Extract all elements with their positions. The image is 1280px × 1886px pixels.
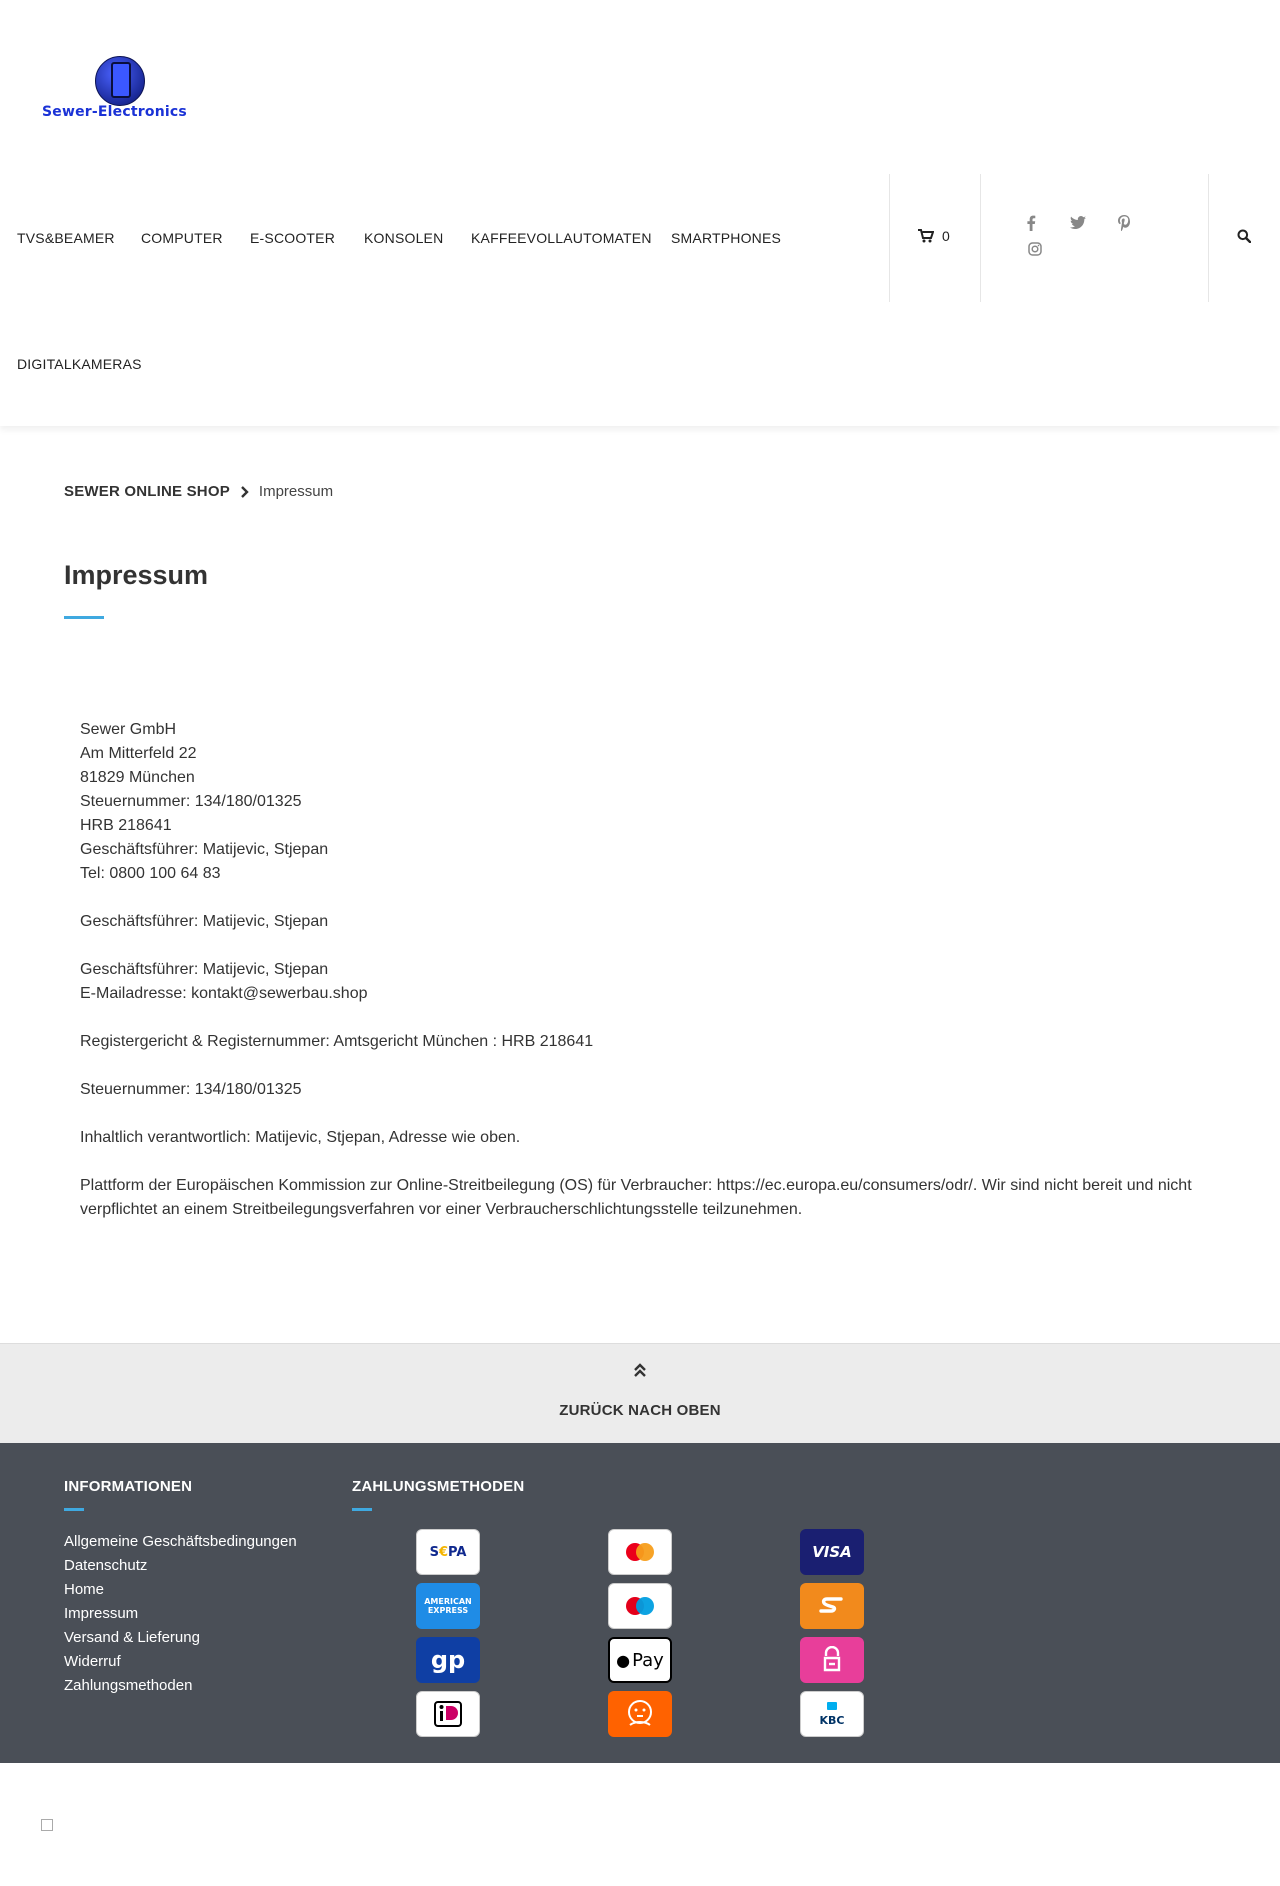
logo-text: Sewer-Electronics <box>42 104 187 120</box>
content-line: HRB 218641 <box>80 817 172 834</box>
footer-payment-heading: ZAHLUNGSMETHODEN <box>352 1478 525 1495</box>
sofort-icon <box>800 1583 864 1629</box>
nav-item-smartphones[interactable]: SMARTPHONES <box>671 230 782 246</box>
content-line: Registergericht & Registernummer: Amtsgericht München : HRB 218641 <box>80 1033 594 1050</box>
spacer <box>80 1054 1230 1078</box>
back-to-top-button[interactable] <box>0 1343 1280 1444</box>
footer-links <box>64 1530 297 1698</box>
header-divider <box>889 174 890 302</box>
spacer <box>80 1150 1230 1174</box>
instagram-icon[interactable] <box>1028 242 1042 261</box>
footer-link-datenschutz[interactable]: Datenschutz <box>64 1557 148 1574</box>
facebook-icon[interactable] <box>1026 215 1036 236</box>
header-divider <box>1208 174 1209 302</box>
footer-link-impressum[interactable]: Impressum <box>64 1605 139 1622</box>
content-line: Geschäftsführer: Matijevic, Stjepan <box>80 913 329 930</box>
apple-icon: ● <box>616 1650 631 1670</box>
twitter-icon[interactable] <box>1070 216 1086 235</box>
site-header <box>0 0 1280 426</box>
social-links <box>1020 215 1140 265</box>
logo-phone-icon <box>111 62 131 98</box>
breadcrumb <box>64 483 333 500</box>
double-chevron-up-icon <box>631 1362 649 1378</box>
spacer <box>80 886 1230 910</box>
cart-button[interactable] <box>918 228 950 244</box>
amex-line2: EXPRESS <box>427 1606 469 1615</box>
american-express-icon <box>416 1583 480 1629</box>
nav-item-kaffeevollautomaten[interactable]: KAFFEEVOLLAUTOMATEN <box>471 230 652 246</box>
apple-pay-label: Pay <box>632 1649 664 1671</box>
footer-link-home[interactable]: Home <box>64 1581 105 1598</box>
content-line: Steuernummer: 134/180/01325 <box>80 1081 302 1098</box>
breadcrumb-home[interactable]: SEWER ONLINE SHOP <box>64 483 230 500</box>
content-line: E-Mailadresse: kontakt@sewerbau.shop <box>80 985 368 1002</box>
content-line: Geschäftsführer: Matijevic, Stjepan <box>80 841 329 858</box>
nav-item-konsolen[interactable]: KONSOLEN <box>364 230 444 246</box>
footer-heading-underline <box>352 1508 372 1511</box>
content-line: Steuernummer: 134/180/01325 <box>80 793 302 810</box>
pinterest-icon[interactable] <box>1118 215 1130 236</box>
broken-image-icon <box>41 1819 53 1831</box>
apple-pay-icon <box>608 1637 672 1683</box>
cart-icon <box>918 229 934 243</box>
footer-link-widerruf[interactable]: Widerruf <box>64 1653 121 1670</box>
eps-icon <box>800 1637 864 1683</box>
spacer <box>80 1102 1230 1126</box>
content-line: Am Mitterfeld 22 <box>80 745 197 762</box>
content-line: Sewer GmbH <box>80 721 177 738</box>
chevron-right-icon <box>240 486 249 498</box>
content-line: Geschäftsführer: Matijevic, Stjepan <box>80 961 329 978</box>
amex-line1: AMERICAN <box>424 1597 472 1606</box>
nav-item-digitalkameras[interactable]: DIGITALKAMERAS <box>17 356 142 372</box>
nav-item-e-scooter[interactable]: E-SCOOTER <box>250 230 336 246</box>
search-icon[interactable] <box>1237 229 1251 248</box>
back-to-top-label: ZURÜCK NACH OBEN <box>559 1402 721 1419</box>
footer-link-zahlungsmethoden[interactable]: Zahlungsmethoden <box>64 1677 193 1694</box>
content-line: Plattform der Europäischen Kommission zur Online-Streitbeilegung (OS) für Verbraucher: https://ec.europa.eu/consumers/odr/. Wir sind nicht bereit und nicht verpflichtet an einem Streitbeilegungsverfahren vor einer Verbraucherschlichtungsstelle teilzunehmen. <box>80 1177 1192 1218</box>
content-line: 81829 München <box>80 769 195 786</box>
visa-icon: VISA <box>800 1529 864 1575</box>
footer-info-heading: INFORMATIONEN <box>64 1478 193 1495</box>
impressum-content <box>80 718 1230 1222</box>
breadcrumb-current: Impressum <box>258 483 334 500</box>
page-title: Impressum <box>64 560 209 590</box>
title-underline <box>64 616 104 619</box>
kbc-icon <box>800 1691 864 1737</box>
nav-item-tvs-beamer[interactable]: TVS&BEAMER <box>17 230 115 246</box>
nav-item-computer[interactable]: COMPUTER <box>141 230 223 246</box>
footer-link-agb[interactable]: Allgemeine Geschäftsbedingungen <box>64 1533 297 1550</box>
ideal-icon <box>416 1691 480 1737</box>
svg-text:KBC: KBC <box>819 1714 845 1727</box>
spacer <box>80 934 1230 958</box>
footer-heading-underline <box>64 1508 84 1511</box>
sepa-icon: S € PA <box>416 1529 480 1575</box>
cart-count: 0 <box>942 228 950 244</box>
site-logo[interactable] <box>40 52 200 126</box>
mastercard-icon <box>608 1529 672 1575</box>
site-footer <box>0 1443 1280 1763</box>
giropay-icon: gp <box>416 1637 480 1683</box>
maestro-icon <box>608 1583 672 1629</box>
content-line: Inhaltlich verantwortlich: Matijevic, Stjepan, Adresse wie oben. <box>80 1129 521 1146</box>
footer-link-versand[interactable]: Versand & Lieferung <box>64 1629 200 1646</box>
spacer <box>80 1006 1230 1030</box>
ing-lion-icon <box>608 1691 672 1737</box>
header-divider <box>980 174 981 302</box>
content-line: Tel: 0800 100 64 83 <box>80 865 221 882</box>
